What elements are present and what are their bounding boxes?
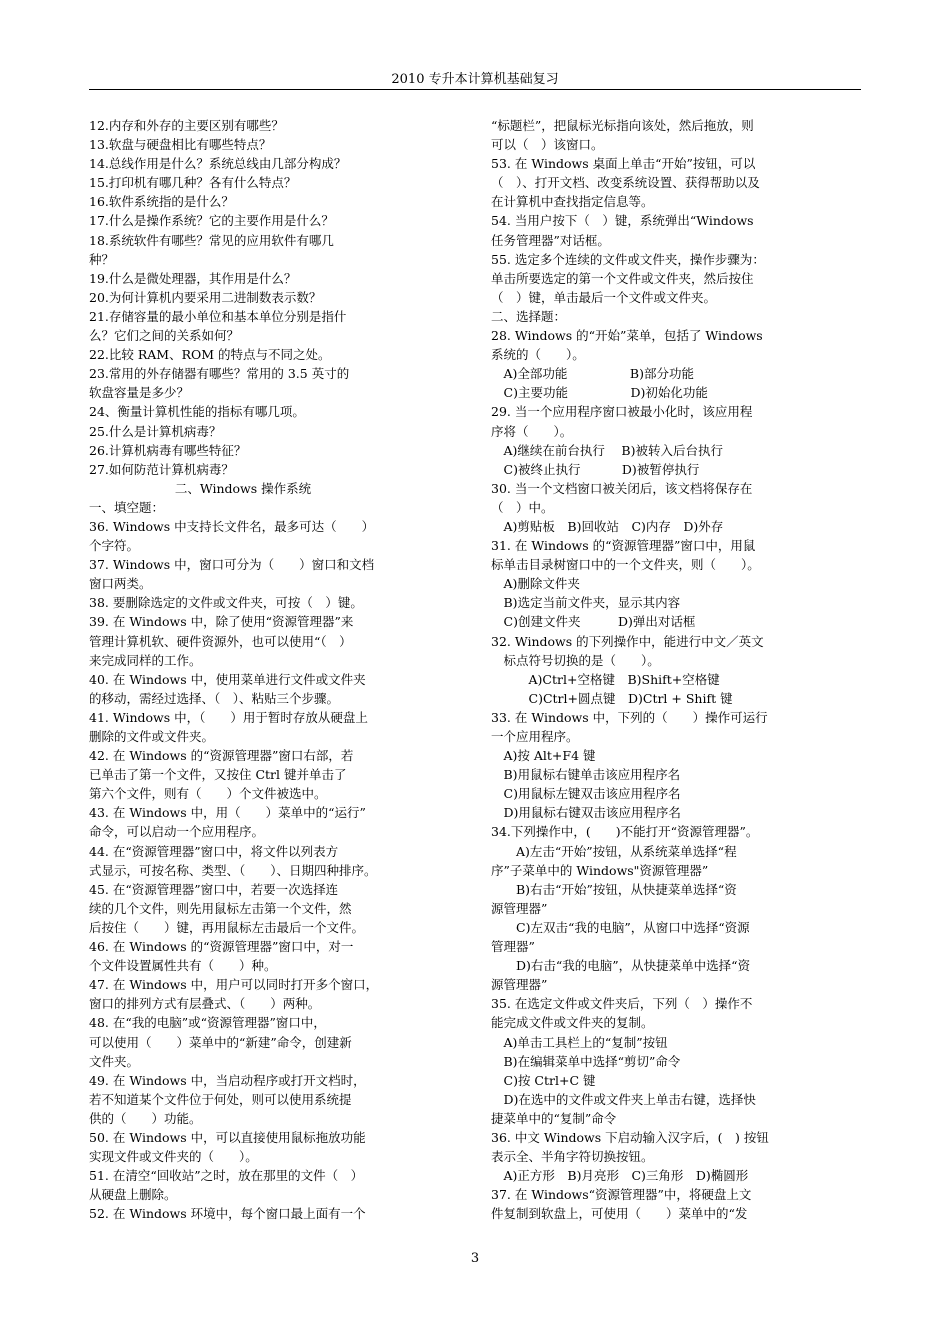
text-line: 21.存储容量的最小单位和基本单位分别是指什 <box>89 308 347 324</box>
text-line: 54. 当用户按下（ ）键，系统弹出“Windows <box>491 213 754 229</box>
text-line: B)选定当前文件夹，显示其内容 <box>491 595 681 611</box>
text-line: 命令，可以启动一个应用程序。 <box>89 824 265 840</box>
text-line: 窗口的排列方式有层叠式、（ ）两种。 <box>89 996 321 1012</box>
text-line: A)全部功能 B)部分功能 <box>491 366 694 382</box>
text-line: A)正方形 B)月亮形 C)三角形 D)椭圆形 <box>491 1168 749 1184</box>
text-line: 13.软盘与硬盘相比有哪些特点？ <box>89 137 272 153</box>
text-line: C)主要功能 D)初始化功能 <box>491 385 708 401</box>
text-line: 47. 在 Windows 中，用户可以同时打开多个窗口， <box>89 977 379 993</box>
text-line: 种？ <box>89 251 115 267</box>
text-line: 39. 在 Windows 中，除了使用“资源管理器”来 <box>89 614 354 630</box>
text-line: 已单击了第一个文件，又按住 Ctrl 键并单击了 <box>89 767 347 783</box>
text-line: 55. 选定多个连续的文件或文件夹，操作步骤为： <box>491 251 765 267</box>
text-line: 53. 在 Windows 桌面上单击“开始”按钮，可以 <box>491 156 756 172</box>
text-line: 任务管理器”对话框。 <box>491 232 610 248</box>
text-line: 32. Windows 的下列操作中，能进行中文／英文 <box>491 633 764 649</box>
text-line: 36. 中文 Windows 下启动输入汉字后，( ) 按钮 <box>491 1129 769 1145</box>
page-number: 3 <box>470 1251 480 1266</box>
text-line: 表示全、半角字符切换按钮。 <box>491 1149 654 1165</box>
text-line: A)左击“开始”按钮，从系统菜单选择“程 <box>491 843 737 859</box>
text-line: 软盘容量是多少？ <box>89 385 190 401</box>
text-line: 15.打印机有哪几种？各有什么特点？ <box>89 175 297 191</box>
header-rule <box>89 89 861 90</box>
text-line: 37. 在 Windows“资源管理器”中，将硬盘上文 <box>491 1187 752 1203</box>
text-line: 20.为何计算机内要采用二进制数表示数？ <box>89 289 322 305</box>
text-line: C)左双击“我的电脑”，从窗口中选择“资源 <box>491 919 750 935</box>
text-line: D)用鼠标右键双击该应用程序名 <box>491 805 681 821</box>
text-line: 25.什么是计算机病毒？ <box>89 423 222 439</box>
text-line: 文件夹。 <box>89 1053 140 1069</box>
text-line: 在计算机中查找指定信息等。 <box>491 194 654 210</box>
text-line: 17.什么是操作系统？它的主要作用是什么？ <box>89 213 334 229</box>
text-line: 29. 当一个应用程序窗口被最小化时，该应用程 <box>491 404 753 420</box>
text-line: 个文件设置属性共有（ ）种。 <box>89 958 277 974</box>
text-line: 40. 在 Windows 中，使用菜单进行文件或文件夹 <box>89 671 366 687</box>
text-line: 二、选择题： <box>491 308 567 324</box>
text-line: 26.计算机病毒有哪些特征？ <box>89 442 247 458</box>
text-line: A)删除文件夹 <box>491 576 580 592</box>
text-line: B)右击“开始”按钮，从快捷菜单选择“资 <box>491 881 737 897</box>
text-line: C)创建文件夹 D)弹出对话框 <box>491 614 696 630</box>
text-line: 12.内存和外存的主要区别有哪些？ <box>89 118 284 133</box>
text-line: 46. 在 Windows 的“资源管理器”窗口中，对一 <box>89 939 354 955</box>
text-line: 的移动，需经过选择、（ ）、粘贴三个步骤。 <box>89 690 340 706</box>
text-line: 24、衡量计算机性能的指标有哪几项。 <box>89 404 305 420</box>
text-line: 45. 在“资源管理器”窗口中，若要一次选择连 <box>89 881 339 897</box>
text-line: 34.下列操作中，( )不能打开“资源管理器”。 <box>491 824 759 840</box>
text-line: 系统的（ ）。 <box>491 347 585 363</box>
text-line: 窗口两类。 <box>89 576 152 592</box>
text-line: （ ）中。 <box>491 499 554 515</box>
text-line: C)用鼠标左键双击该应用程序名 <box>491 786 681 802</box>
text-line: 么？它们之间的关系如何？ <box>89 328 240 344</box>
text-line: 50. 在 Windows 中，可以直接使用鼠标拖放功能 <box>89 1129 366 1145</box>
text-line: 序将（ ）。 <box>491 423 573 439</box>
text-line: 48. 在“我的电脑”或“资源管理器”窗口中， <box>89 1015 326 1031</box>
text-line: D)右击“我的电脑”，从快捷菜单中选择“资 <box>491 958 751 974</box>
text-line: 实现文件或文件夹的（ ）。 <box>89 1149 258 1165</box>
text-line: 42. 在 Windows 的“资源管理器”窗口右部，若 <box>89 748 354 764</box>
text-line: 从硬盘上删除。 <box>89 1187 177 1203</box>
text-line: 22.比较 RAM、ROM 的特点与不同之处。 <box>89 347 331 363</box>
text-line: 件复制到软盘上，可使用（ ）菜单中的“发 <box>491 1206 748 1222</box>
text-line: 16.软件系统指的是什么？ <box>89 194 234 210</box>
text-line: 18.系统软件有哪些？常见的应用软件有哪几 <box>89 232 334 248</box>
text-line: D)在选中的文件或文件夹上单击右键，选择快 <box>491 1091 756 1107</box>
text-line: 31. 在 Windows 的“资源管理器”窗口中，用鼠 <box>491 538 756 554</box>
text-line: 44. 在“资源管理器”窗口中，将文件以列表方 <box>89 843 339 859</box>
text-line: 管理器” <box>491 939 535 955</box>
text-line: 36. Windows 中支持长文件名，最多可达（ ） <box>89 518 375 534</box>
text-line: 删除的文件或文件夹。 <box>89 729 215 744</box>
left-column <box>89 116 397 1223</box>
text-line: 后按住（ ）键，再用鼠标左击最后一个文件。 <box>89 919 365 935</box>
text-line: C)Ctrl+圆点键 D)Ctrl + Shift 键 <box>491 690 733 706</box>
text-line: 14.总线作用是什么？系统总线由几部分构成？ <box>89 156 347 172</box>
page-header-title: 2010 专升本计算机基础复习 <box>391 72 559 87</box>
text-line: 28. Windows 的“开始”菜单，包括了 Windows <box>491 328 763 344</box>
text-line: 30. 当一个文档窗口被关闭后，该文档将保存在 <box>491 480 753 496</box>
text-line: 续的几个文件，则先用鼠标左击第一个文件，然 <box>89 900 352 916</box>
text-line: A)单击工具栏上的“复制”按钮 <box>491 1034 668 1050</box>
text-line: B)用鼠标右键单击该应用程序名 <box>491 767 681 783</box>
text-line: C)被终止执行 D)被暂停执行 <box>491 461 700 477</box>
text-line: 式显示，可按名称、类型、（ ）、日期四种排序。 <box>89 862 377 878</box>
text-line: 个字符。 <box>89 538 140 554</box>
text-line: 捷菜单中的“复制”命令 <box>491 1110 617 1126</box>
text-line: 若不知道某个文件位于何处，则可以使用系统提 <box>89 1091 352 1107</box>
text-line: A)继续在前台执行 B)被转入后台执行 <box>491 442 723 458</box>
text-line: 41. Windows 中，（ ）用于暂时存放从硬盘上 <box>89 709 368 725</box>
text-line: 来完成同样的工作。 <box>89 652 202 668</box>
text-line: 序”子菜单中的 Windows"资源管理器” <box>491 862 709 878</box>
text-line: 标点符号切换的是（ ）。 <box>491 652 660 668</box>
text-line: 一个应用程序。 <box>491 729 579 744</box>
text-line: 可以（ ）该窗口。 <box>491 137 604 153</box>
text-line: 可以使用（ ）菜单中的“新建”命令，创建新 <box>89 1034 352 1050</box>
text-line: B)在编辑菜单中选择“剪切”命令 <box>491 1053 681 1069</box>
text-line: 一、填空题： <box>89 499 165 515</box>
text-line: 单击所要选定的第一个文件或文件夹，然后按住 <box>491 270 754 286</box>
text-line: 38. 要删除选定的文件或文件夹，可按（ ）键。 <box>89 595 363 611</box>
text-line: A)按 Alt+F4 键 <box>491 748 596 764</box>
text-line: 能完成文件或文件夹的复制。 <box>491 1015 654 1031</box>
text-line: 51. 在清空“回收站”之时，放在那里的文件（ ） <box>89 1168 364 1184</box>
text-line: 27.如何防范计算机病毒？ <box>89 461 234 477</box>
text-line: 43. 在 Windows 中，用（ ）菜单中的“运行” <box>89 805 366 821</box>
text-line: 33. 在 Windows 中，下列的（ ）操作可运行 <box>491 709 768 725</box>
text-line: 37. Windows 中，窗口可分为（ ）窗口和文档 <box>89 557 375 573</box>
text-line: 管理计算机软、硬件资源外，也可以使用“（ ） <box>89 633 352 649</box>
text-line: 标单击目录树窗口中的一个文件夹，则（ ）。 <box>491 557 760 573</box>
text-line: 23.常用的外存储器有哪些？常用的 3.5 英寸的 <box>89 366 350 382</box>
text-line: 第六个文件，则有（ ）个文件被选中。 <box>89 786 327 802</box>
right-column <box>491 116 796 1223</box>
text-line: （ ）键，单击最后一个文件或文件夹。 <box>491 289 717 305</box>
text-line: “标题栏”，把鼠标光标指向该处，然后拖放，则 <box>491 118 754 133</box>
text-line: 49. 在 Windows 中，当启动程序或打开文档时， <box>89 1072 366 1088</box>
text-line: A)Ctrl+空格键 B)Shift+空格键 <box>491 671 720 687</box>
text-line: （ ）、打开文档、改变系统设置、获得帮助以及 <box>491 175 760 191</box>
text-line: C)按 Ctrl+C 键 <box>491 1072 596 1088</box>
text-line: 52. 在 Windows 环境中，每个窗口最上面有一个 <box>89 1206 366 1222</box>
text-line: A)剪贴板 B)回收站 C)内存 D)外存 <box>491 518 724 534</box>
text-line: 19.什么是微处理器，其作用是什么？ <box>89 270 297 286</box>
text-line: 二、Windows 操作系统 <box>174 480 312 496</box>
text-line: 源管理器” <box>491 977 548 993</box>
text-line: 供的（ ）功能。 <box>89 1110 202 1126</box>
text-line: 源管理器” <box>491 900 548 916</box>
text-line: 35. 在选定文件或文件夹后，下列（ ）操作不 <box>491 996 753 1012</box>
